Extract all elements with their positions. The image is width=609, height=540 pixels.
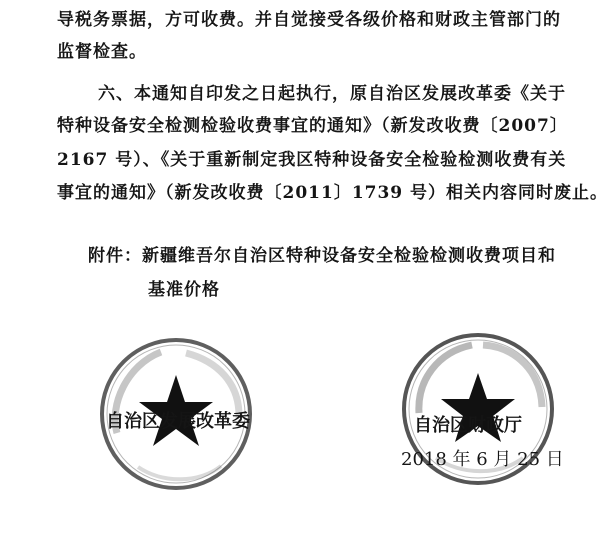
body-line-2: 监督检查。 — [57, 42, 147, 62]
body-line-1: 导税务票据，方可收费。并自觉接受各级价格和财政主管部门的 — [57, 10, 561, 30]
body-line-6: 事宜的通知》（新发改收费〔2011〕1739 号）相关内容同时废止。 — [57, 183, 609, 203]
body-line-5: 2167 号）、《关于重新制定我区特种设备安全检验检测收费有关 — [57, 150, 567, 170]
right-signature-org: 自治区财政厅 — [414, 415, 522, 436]
body-line-3: 六、本通知自印发之日起执行，原自治区发展改革委《关于 — [98, 84, 566, 104]
left-signature-org: 自治区发展改革委 — [106, 411, 250, 432]
attachment-line-1: 附件：新疆维吾尔自治区特种设备安全检验检测收费项目和 — [88, 246, 556, 266]
body-line-4: 特种设备安全检测检验收费事宜的通知》（新发改收费〔2007〕 — [57, 116, 568, 136]
document-date: 2018 年 6 月 25 日 — [401, 449, 564, 470]
attachment-line-2: 基准价格 — [148, 280, 220, 300]
